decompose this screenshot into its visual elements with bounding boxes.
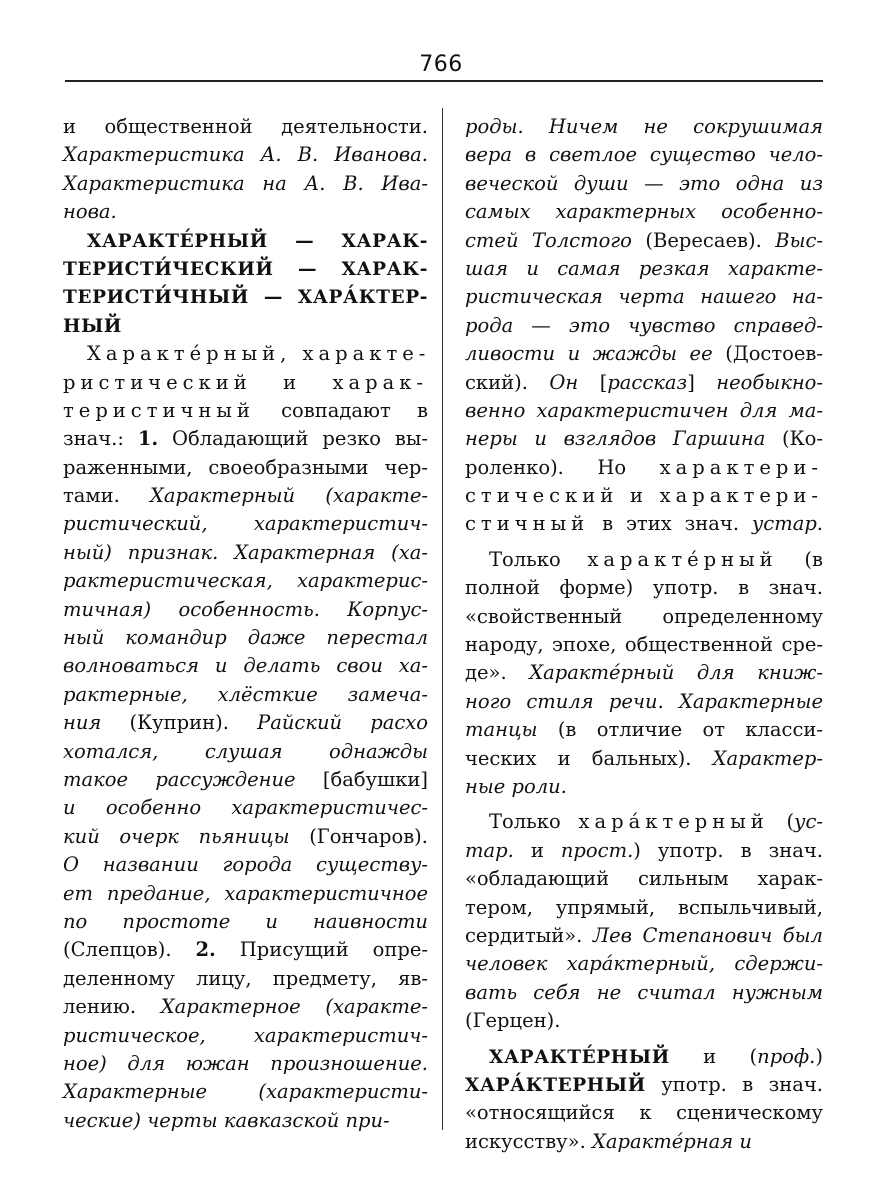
text-line — [63, 1107, 428, 1135]
text-run: стичный — [465, 512, 590, 536]
example-text: Характе́рная и — [592, 1129, 752, 1153]
text-run: (в — [777, 547, 823, 571]
text-line — [63, 1022, 428, 1050]
text-line — [63, 624, 428, 652]
text-run: лению. — [63, 995, 161, 1019]
example-text: Райский расхо — [257, 711, 428, 735]
text-line — [63, 851, 428, 879]
text-run: совпадают в — [254, 398, 428, 422]
example-text: ет предание, характеристичное — [63, 881, 428, 905]
example-text: Характерный (характе- — [150, 484, 428, 508]
left-column — [63, 113, 431, 1135]
text-line — [63, 993, 428, 1021]
example-text: ного стиля речи. Характерные — [465, 689, 823, 713]
example-text: О названии города существу- — [63, 853, 428, 877]
entry-headword: ТЕРИСТИ́ЧЕСКИЙ — ХАРАК- — [63, 258, 428, 280]
entry-headword: ХАРАКТЕ́РНЫЙ — [489, 1046, 670, 1068]
text-run: и ( — [669, 1044, 758, 1068]
text-line — [63, 1050, 428, 1078]
text-line — [63, 738, 428, 766]
example-text: ные роли. — [465, 774, 567, 798]
text-line — [63, 709, 428, 737]
text-run: (Слепцов). — [63, 938, 196, 962]
example-text: ное) для южан произношение. — [63, 1051, 428, 1075]
text-line — [63, 794, 428, 822]
text-line — [465, 227, 823, 255]
example-text: рассказ — [607, 370, 688, 394]
text-line — [465, 198, 823, 226]
example-text: такое рассуждение — [63, 767, 296, 791]
example-text: веческой души — это одна из — [465, 171, 823, 195]
text-line — [63, 198, 428, 226]
text-line — [465, 454, 823, 482]
text-line — [63, 880, 428, 908]
text-run: ский). — [465, 370, 550, 394]
text-run: Обладающий резко вы- — [158, 427, 428, 451]
text-run: тером, упрямый, вспыльчивый, — [465, 895, 823, 919]
text-run: характе́рный — [587, 547, 778, 571]
example-text: хотался, слушая однажды — [63, 739, 428, 763]
text-line — [465, 1071, 823, 1099]
text-run: Характе́рный, характе- — [87, 342, 431, 366]
example-text: ус- — [794, 810, 823, 834]
text-line — [465, 922, 823, 950]
text-run: народу, эпохе, общественной сре- — [465, 633, 823, 657]
text-run: ] — [687, 370, 717, 394]
example-text: проф. — [757, 1044, 816, 1068]
text-run: «обладающий сильным харак- — [465, 867, 823, 891]
text-line — [63, 908, 428, 936]
text-line — [63, 539, 428, 567]
text-run: ( — [768, 810, 795, 834]
example-text: Он — [549, 370, 579, 394]
text-run: употр. в знач. — [645, 1072, 823, 1096]
example-text: стей Толстого — [465, 228, 632, 252]
example-text: самых характерных особенно- — [465, 200, 823, 224]
example-text: человек хара́ктерный, сдержи- — [465, 952, 823, 976]
example-text: рактерные, хлёсткие замеча- — [63, 682, 428, 706]
text-line — [465, 979, 823, 1007]
text-run: Только — [489, 547, 588, 571]
text-run: полной форме) употр. в знач. — [465, 576, 823, 600]
text-run: тами. — [63, 484, 151, 508]
example-text: роды. Ничем не сокрушимая — [465, 115, 823, 138]
text-line — [465, 482, 823, 510]
text-run: де». — [465, 661, 530, 685]
text-run: [бабушки] — [295, 767, 429, 791]
text-line — [465, 141, 823, 169]
text-line — [465, 773, 823, 801]
example-text: Характерное (характе- — [160, 995, 428, 1019]
example-text: шая и самая резкая характе- — [465, 256, 823, 280]
example-text: Характер- — [712, 746, 823, 770]
example-text: рода — это чувство справед- — [465, 313, 823, 337]
text-line — [465, 312, 823, 340]
text-line — [63, 340, 431, 368]
text-run: «относящийся к сценическому — [465, 1101, 823, 1125]
example-text: ливости и жажды ее — [465, 342, 713, 366]
text-line — [465, 170, 823, 198]
text-run: стический и характери- — [465, 484, 823, 508]
text-line — [465, 340, 823, 368]
example-text: танцы — [465, 718, 538, 742]
text-run: знач.: — [63, 427, 138, 451]
text-line — [465, 113, 823, 141]
example-text: прост. — [560, 838, 634, 862]
text-line — [465, 603, 823, 631]
example-text: неры и взглядов Гаршина — [465, 427, 766, 451]
text-line — [465, 1128, 823, 1156]
text-line — [63, 681, 428, 709]
text-line — [465, 837, 823, 865]
text-line — [63, 823, 428, 851]
text-line — [465, 574, 823, 602]
text-run: роленко). Но — [465, 455, 660, 479]
example-text: рактеристическая, характерис- — [63, 569, 428, 593]
text-line — [63, 766, 428, 794]
text-run: (Достоев- — [712, 342, 823, 366]
text-line — [63, 482, 428, 510]
entry-headword: ТЕРИСТИ́ЧНЫЙ — ХАРА́КТЕР- — [63, 287, 428, 309]
text-run: 2. — [195, 938, 216, 962]
example-text: тичная) особенность. Корпус- — [63, 597, 428, 621]
text-line — [63, 369, 428, 397]
example-text: ристическое, характеристич- — [63, 1023, 428, 1047]
example-text: волноваться и делать свои ха- — [63, 654, 428, 678]
example-text: Характеристика на А. В. Ива- — [63, 171, 428, 195]
example-text: по простоте и наивности — [63, 909, 428, 933]
example-text: ния — [63, 711, 102, 735]
example-text: вера в светлое существо чело- — [465, 143, 823, 167]
text-run: в этих знач. — [589, 512, 752, 536]
example-text: Характерные (характеристи- — [63, 1080, 428, 1104]
text-line — [465, 659, 823, 687]
text-line — [465, 894, 823, 922]
text-line — [465, 1007, 823, 1035]
example-text: нова. — [63, 200, 117, 224]
text-line — [465, 255, 823, 283]
example-text: ческие) черты кавказской при- — [63, 1108, 390, 1132]
text-line — [63, 454, 428, 482]
text-line — [63, 596, 428, 624]
example-text: вать себя не считал нужным — [465, 980, 823, 1004]
text-run: и — [513, 838, 561, 862]
text-line — [465, 510, 823, 538]
text-line — [465, 369, 823, 397]
text-line — [465, 546, 823, 574]
text-line — [63, 113, 428, 141]
text-run: ) — [815, 1044, 823, 1068]
text-line — [465, 425, 823, 453]
text-run: деленному лицу, предмету, яв- — [63, 966, 428, 990]
text-line — [465, 688, 823, 716]
text-line — [63, 227, 428, 255]
text-run: хара́ктерный — [578, 810, 769, 834]
text-line — [63, 965, 428, 993]
text-run: сердитый». — [465, 923, 593, 947]
text-line — [63, 567, 428, 595]
text-run: (в отличие от класси- — [537, 718, 823, 742]
example-text: и особенно характеристичес- — [63, 796, 428, 820]
example-text: необыкно- — [716, 370, 824, 394]
text-line — [63, 255, 428, 283]
text-line — [63, 652, 428, 680]
text-line — [63, 397, 428, 425]
example-text: кий очерк пьяницы — [63, 824, 290, 848]
text-run: (Герцен). — [465, 1009, 561, 1033]
example-text: венно характеристичен для ма- — [465, 398, 823, 422]
text-line — [465, 631, 823, 659]
entry-headword: ХАРА́КТЕРНЫЙ — [465, 1074, 646, 1096]
text-line — [465, 745, 823, 773]
text-run: (Ко- — [765, 427, 823, 451]
right-column — [465, 113, 823, 1156]
text-line — [63, 283, 428, 311]
text-line — [63, 425, 428, 453]
text-run: искусству». — [465, 1129, 592, 1153]
text-line — [63, 510, 428, 538]
text-line — [63, 1078, 428, 1106]
text-line — [465, 283, 823, 311]
example-text: Выс- — [775, 228, 823, 252]
example-text: Лев Степанович был — [592, 923, 823, 947]
text-line — [63, 312, 428, 340]
example-text: Характеристика А. В. Иванова. — [63, 143, 428, 167]
text-line — [465, 865, 823, 893]
example-text: ристическая черта нашего на- — [465, 285, 823, 309]
text-run: (Куприн). — [101, 711, 258, 735]
example-text: ный командир даже перестал — [63, 626, 428, 650]
example-text: ристический, характеристич- — [63, 512, 428, 536]
text-run: (Вересаев). — [631, 228, 776, 252]
text-run: ристический и харак- — [63, 370, 428, 394]
text-run: (Гончаров). — [289, 824, 428, 848]
text-line — [63, 141, 428, 169]
text-line — [63, 936, 428, 964]
text-run: и общественной деятельности. — [63, 115, 428, 138]
entry-headword: НЫЙ — [63, 315, 122, 337]
text-run: [ — [578, 370, 608, 394]
header-rule — [65, 80, 823, 82]
text-line — [465, 808, 823, 836]
text-run: теристичный — [63, 398, 255, 422]
example-text: Характе́рный для книж- — [529, 661, 823, 685]
text-run: 1. — [137, 427, 159, 451]
text-run: характери- — [659, 455, 823, 479]
example-text: ный) признак. Характерная (ха- — [63, 540, 428, 564]
text-run: Присущий опре- — [215, 938, 429, 962]
example-text: устар. — [751, 512, 823, 536]
page-number: 766 — [419, 52, 463, 77]
column-divider — [442, 108, 443, 1130]
text-run: раженными, своеобразными чер- — [63, 455, 428, 479]
example-text: тар. — [465, 838, 514, 862]
text-line — [465, 1099, 823, 1127]
text-line — [465, 716, 823, 744]
text-run: «свойственный определенному — [465, 604, 823, 628]
text-line — [465, 397, 823, 425]
text-line — [465, 950, 823, 978]
text-run: ) употр. в знач. — [633, 838, 823, 862]
text-run: Только — [489, 810, 579, 834]
text-line — [465, 1043, 823, 1071]
text-line — [63, 170, 428, 198]
text-run: ческих и бальных). — [465, 746, 713, 770]
entry-headword: ХАРАКТЕ́РНЫЙ — ХАРАК- — [87, 230, 428, 252]
